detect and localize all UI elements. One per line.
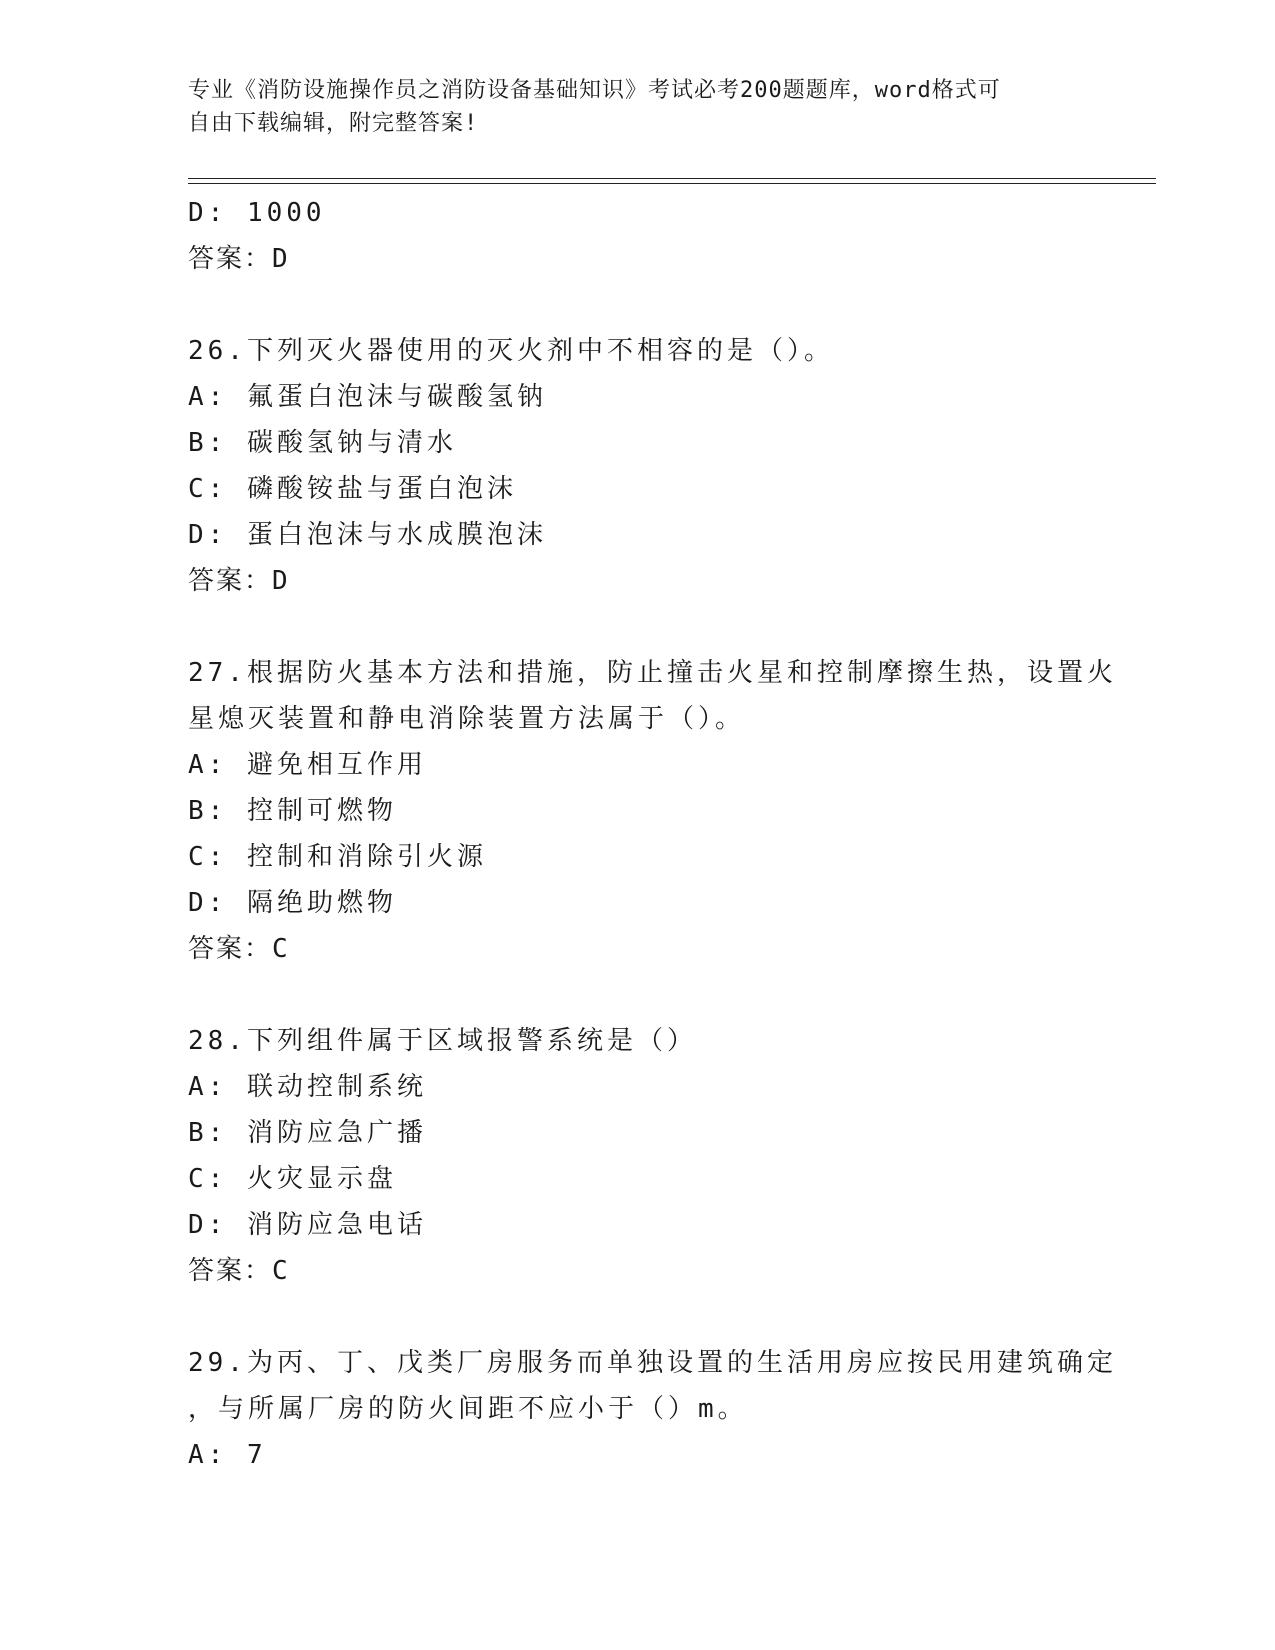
document-header bbox=[188, 74, 1088, 140]
question-stem-line-1: 27.根据防火基本方法和措施，防止撞击火星和控制摩擦生热，设置火 bbox=[188, 658, 1117, 688]
answer: 答案：C bbox=[188, 1256, 290, 1286]
header-divider-bottom bbox=[188, 183, 1156, 184]
header-line-1: 专业《消防设施操作员之消防设备基础知识》考试必考200题题库，word格式可 bbox=[188, 78, 1001, 103]
question-stem-line-2: 星熄灭装置和静电消除装置方法属于（）。 bbox=[188, 704, 746, 734]
option-c: C: 磷酸铵盐与蛋白泡沫 bbox=[188, 474, 517, 504]
prev-option-d: D: 1000 bbox=[188, 198, 326, 228]
option-a: A: 联动控制系统 bbox=[188, 1072, 427, 1102]
prev-answer: 答案：D bbox=[188, 244, 290, 274]
option-c: C: 控制和消除引火源 bbox=[188, 842, 487, 872]
question-29 bbox=[188, 1340, 1117, 1478]
option-b: B: 消防应急广播 bbox=[188, 1118, 427, 1148]
option-d: D: 隔绝助燃物 bbox=[188, 888, 397, 918]
question-26 bbox=[188, 328, 1088, 604]
header-divider-top bbox=[188, 178, 1156, 179]
spacer bbox=[188, 1294, 1088, 1340]
spacer bbox=[188, 972, 1088, 1018]
question-stem: 26.下列灭火器使用的灭火剂中不相容的是（）。 bbox=[188, 336, 834, 366]
option-a: A: 氟蛋白泡沫与碳酸氢钠 bbox=[188, 382, 547, 412]
header-line-2: 自由下载编辑，附完整答案! bbox=[188, 111, 479, 136]
document-body bbox=[188, 190, 1117, 1478]
option-d: D: 蛋白泡沫与水成膜泡沫 bbox=[188, 520, 547, 550]
option-a: A: 7 bbox=[188, 1440, 267, 1470]
question-stem-line-2: ，与所属厂房的防火间距不应小于（）m。 bbox=[188, 1394, 748, 1424]
option-d: D: 消防应急电话 bbox=[188, 1210, 427, 1240]
option-a: A: 避免相互作用 bbox=[188, 750, 427, 780]
option-b: B: 控制可燃物 bbox=[188, 796, 397, 826]
question-stem: 28.下列组件属于区域报警系统是（） bbox=[188, 1026, 697, 1056]
spacer bbox=[188, 282, 1088, 328]
question-28 bbox=[188, 1018, 1088, 1294]
option-b: B: 碳酸氢钠与清水 bbox=[188, 428, 457, 458]
answer: 答案：D bbox=[188, 566, 290, 596]
spacer bbox=[188, 604, 1088, 650]
question-27 bbox=[188, 650, 1117, 972]
option-c: C: 火灾显示盘 bbox=[188, 1164, 397, 1194]
question-stem-line-1: 29.为丙、丁、戊类厂房服务而单独设置的生活用房应按民用建筑确定 bbox=[188, 1348, 1117, 1378]
answer: 答案：C bbox=[188, 934, 290, 964]
